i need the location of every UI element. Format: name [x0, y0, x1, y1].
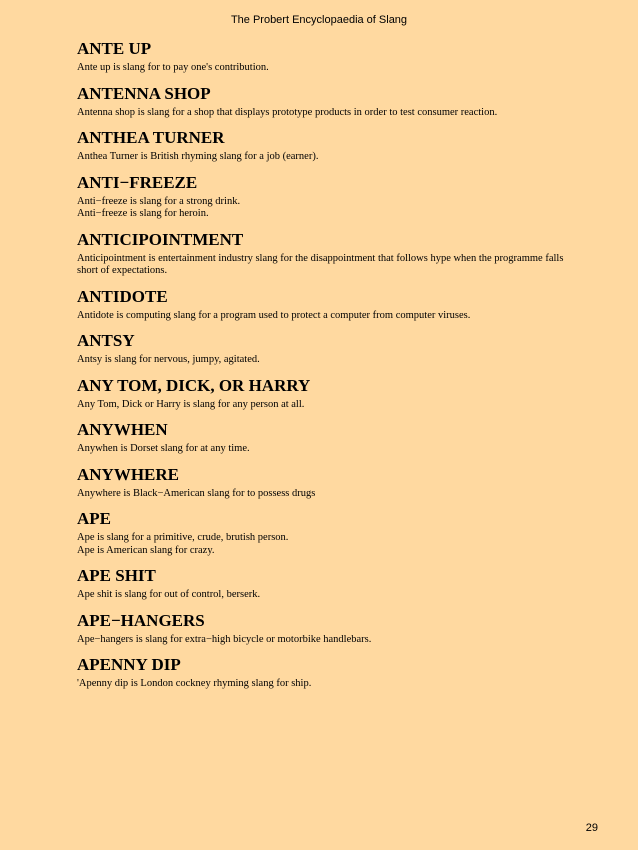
entry — [77, 286, 577, 323]
entry-term: ANTSY — [77, 331, 135, 350]
entry-term: APENNY DIP — [77, 655, 181, 674]
entry — [77, 38, 577, 75]
entry-definition: Ape−hangers is slang for extra−high bicycle or motorbike handlebars. — [77, 633, 372, 645]
entry — [77, 375, 577, 412]
entry-definition: Antenna shop is slang for a shop that displays prototype products in order to test consumer reaction. — [77, 106, 498, 118]
entry-definition: Ape shit is slang for out of control, berserk. — [77, 589, 261, 600]
entry-term: APE SHIT — [77, 566, 156, 585]
entry-term: ANTI−FREEZE — [77, 172, 198, 192]
entry-definition: Ante up is slang for to pay one's contribution. — [77, 62, 269, 73]
entry-definition: Anti−freeze is slang for heroin. — [77, 208, 209, 219]
entry-term: ANY TOM, DICK, OR HARRY — [77, 375, 311, 395]
entry-term: ANTENNA SHOP — [77, 83, 211, 103]
entry — [77, 83, 577, 120]
entry-definition: Anti−freeze is slang for a strong drink. — [77, 195, 241, 207]
entry — [77, 464, 577, 501]
entry-definition: Anthea Turner is British rhyming slang for a job (earner). — [77, 151, 319, 162]
entry — [77, 229, 577, 278]
entry — [77, 419, 577, 456]
entry-definition: Any Tom, Dick or Harry is slang for any person at all. — [77, 398, 305, 410]
page-header: The Probert Encyclopaedia of Slang — [230, 14, 408, 26]
entry — [77, 610, 577, 647]
entry-definition: Anticipointment is entertainment industry slang for the disappointment that follows hype when the programme falls short of expectations. — [77, 252, 564, 276]
entry-term: APE−HANGERS — [77, 610, 205, 630]
entry — [77, 330, 577, 367]
entry-definition: Anywhere is Black−American slang for to possess drugs — [77, 487, 316, 499]
entry-term: ANTICIPOINTMENT — [77, 229, 244, 249]
entry-term: ANTHEA TURNER — [77, 128, 225, 147]
entry-term: ANTIDOTE — [77, 286, 168, 306]
entry-definition: Ape is slang for a primitive, crude, brutish person. — [77, 532, 289, 543]
page-number: 29 — [585, 822, 598, 834]
entry — [77, 508, 577, 557]
entry — [77, 127, 577, 164]
entry-term: ANYWHEN — [77, 420, 168, 439]
entry-definition: Antidote is computing slang for a program used to protect a computer from computer viruses. — [77, 309, 471, 321]
entry-term: ANYWHERE — [77, 464, 180, 484]
entry-definition: Anywhen is Dorset slang for at any time. — [77, 443, 250, 454]
entry — [77, 172, 577, 221]
entry — [77, 565, 577, 602]
entry-definition: Antsy is slang for nervous, jumpy, agitated. — [77, 354, 260, 365]
entry-list — [77, 38, 577, 699]
entry-term: APE — [77, 509, 111, 528]
entry-definition: Ape is American slang for crazy. — [77, 544, 215, 556]
entry — [77, 654, 577, 691]
entry-term: ANTE UP — [77, 39, 152, 58]
entry-definition: 'Apenny dip is London cockney rhyming slang for ship. — [77, 678, 312, 689]
